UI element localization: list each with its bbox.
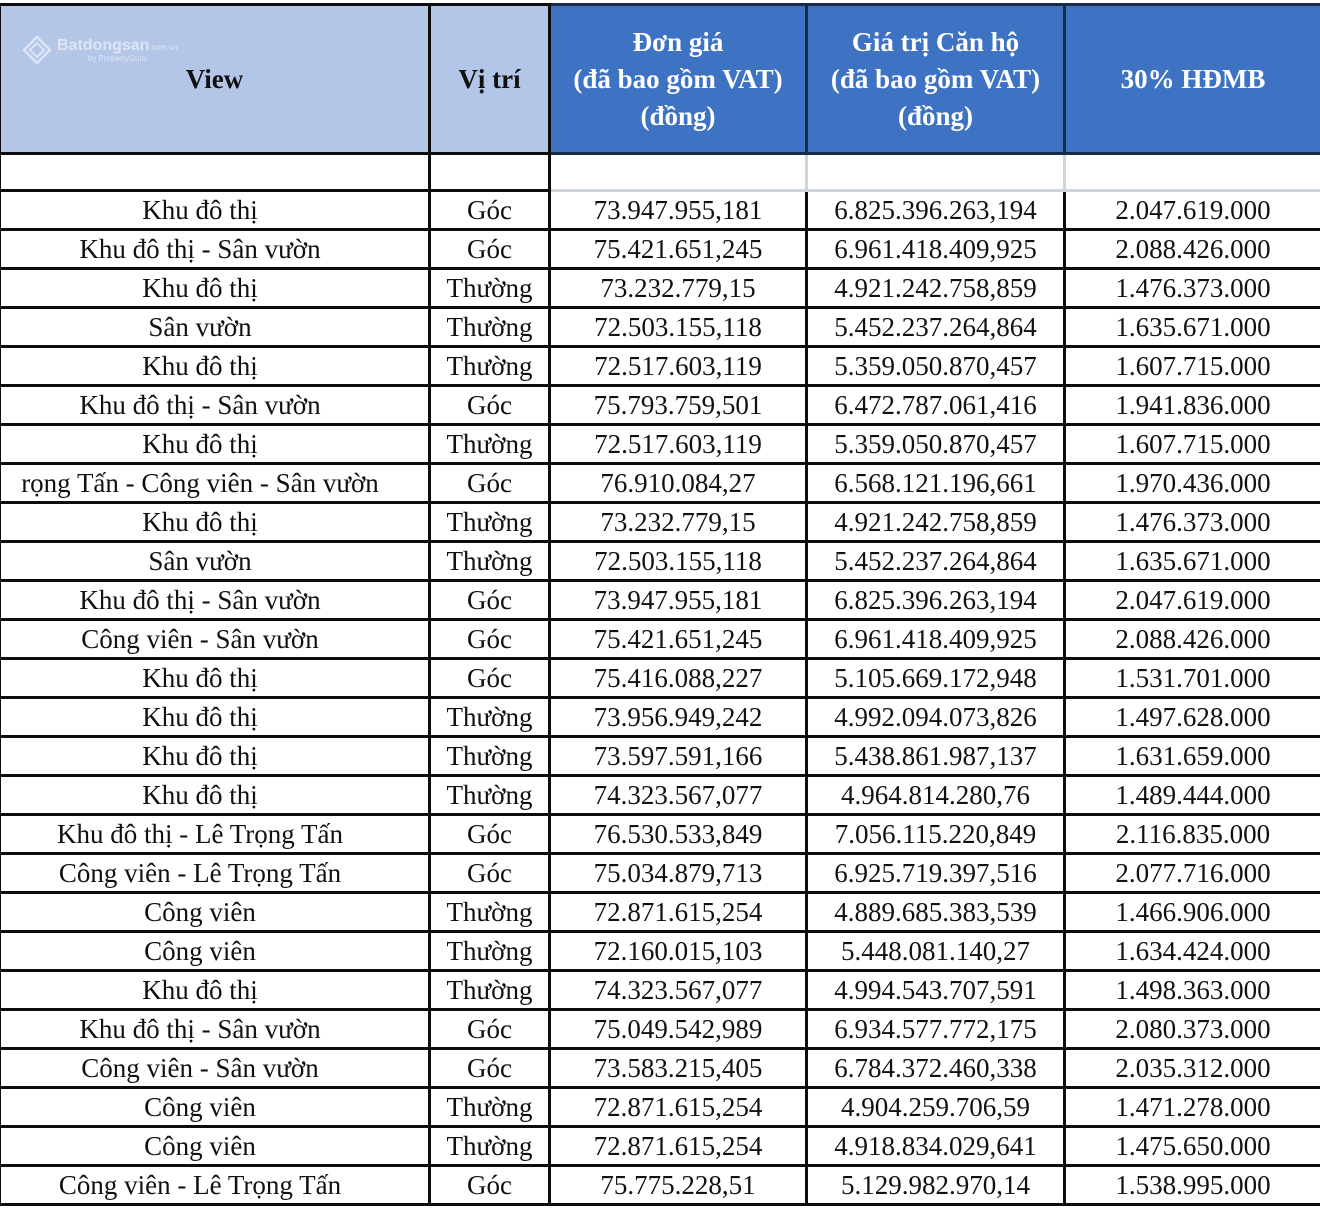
contract-30-cell: 2.047.619.000 xyxy=(1065,581,1320,620)
view-cell xyxy=(0,347,430,386)
view-text: Khu đô thị xyxy=(142,780,258,810)
contract-30-cell: 1.497.628.000 xyxy=(1065,698,1320,737)
unit-price-cell: 73.947.955,181 xyxy=(550,581,807,620)
apartment-value-cell: 7.056.115.220,849 xyxy=(807,815,1065,854)
apartment-value-cell: 4.992.094.073,826 xyxy=(807,698,1065,737)
table-row xyxy=(0,854,1320,893)
position-cell: Thường xyxy=(430,698,550,737)
position-cell: Góc xyxy=(430,815,550,854)
view-text: Công viên xyxy=(144,936,256,966)
table-row xyxy=(0,464,1320,503)
table-row xyxy=(0,1049,1320,1088)
unit-price-cell: 76.910.084,27 xyxy=(550,464,807,503)
view-text: Khu đô thị - Sân vườn xyxy=(79,234,321,264)
view-text: Khu đô thị - Sân vườn xyxy=(79,390,321,420)
contract-30-cell: 1.476.373.000 xyxy=(1065,503,1320,542)
table-row xyxy=(0,659,1320,698)
contract-30-cell: 1.635.671.000 xyxy=(1065,308,1320,347)
contract-30-cell: 1.635.671.000 xyxy=(1065,542,1320,581)
view-cell xyxy=(0,776,430,815)
apartment-value-cell: 5.129.982.970,14 xyxy=(807,1166,1065,1205)
header-apartment-value xyxy=(807,5,1065,154)
contract-30-cell: 2.047.619.000 xyxy=(1065,191,1320,230)
apartment-value-cell: 6.784.372.460,338 xyxy=(807,1049,1065,1088)
position-cell: Thường xyxy=(430,347,550,386)
view-cell xyxy=(0,1127,430,1166)
position-cell: Góc xyxy=(430,464,550,503)
position-cell: Thường xyxy=(430,737,550,776)
table-body xyxy=(0,191,1320,1205)
contract-30-cell: 2.035.312.000 xyxy=(1065,1049,1320,1088)
contract-30-cell: 1.498.363.000 xyxy=(1065,971,1320,1010)
view-text: Khu đô thị xyxy=(142,663,258,693)
header-view xyxy=(0,5,430,154)
apartment-value-cell: 6.925.719.397,516 xyxy=(807,854,1065,893)
watermark-sub: by PropertyGuru xyxy=(87,53,147,63)
view-text: Công viên - Sân vườn xyxy=(81,1053,319,1083)
position-cell: Góc xyxy=(430,1166,550,1205)
header-apartment-value-line-2: (đã bao gồm VAT) xyxy=(830,63,1041,94)
spacer-cell xyxy=(550,154,807,191)
position-cell: Góc xyxy=(430,191,550,230)
apartment-value-cell: 6.472.787.061,416 xyxy=(807,386,1065,425)
table-row xyxy=(0,542,1320,581)
table-row xyxy=(0,1166,1320,1205)
view-cell xyxy=(0,1010,430,1049)
view-cell xyxy=(0,815,430,854)
header-unit-price-line-1: Đơn giá xyxy=(632,26,724,57)
view-text: Khu đô thị xyxy=(142,702,258,732)
apartment-value-cell: 4.904.259.706,59 xyxy=(807,1088,1065,1127)
header-contract-30-label: 30% HĐMB xyxy=(1120,63,1266,94)
apartment-value-cell: 5.438.861.987,137 xyxy=(807,737,1065,776)
view-cell xyxy=(0,737,430,776)
view-text: Công viên - Lê Trọng Tấn xyxy=(58,1170,342,1200)
table-row xyxy=(0,737,1320,776)
view-cell xyxy=(0,698,430,737)
apartment-value-cell: 4.921.242.758,859 xyxy=(807,269,1065,308)
view-cell xyxy=(0,620,430,659)
unit-price-cell: 75.416.088,227 xyxy=(550,659,807,698)
view-cell xyxy=(0,659,430,698)
unit-price-cell: 73.956.949,242 xyxy=(550,698,807,737)
contract-30-cell: 1.970.436.000 xyxy=(1065,464,1320,503)
contract-30-cell: 1.466.906.000 xyxy=(1065,893,1320,932)
position-cell: Góc xyxy=(430,581,550,620)
table-row xyxy=(0,932,1320,971)
apartment-value-cell: 6.825.396.263,194 xyxy=(807,191,1065,230)
unit-price-cell: 73.947.955,181 xyxy=(550,191,807,230)
apartment-value-cell: 5.448.081.140,27 xyxy=(807,932,1065,971)
view-text: rọng Tấn - Công viên - Sân vườn xyxy=(21,468,379,498)
apartment-value-cell: 6.568.121.196,661 xyxy=(807,464,1065,503)
view-cell xyxy=(0,1166,430,1205)
price-sheet xyxy=(0,3,1320,1206)
apartment-value-cell: 6.961.418.409,925 xyxy=(807,230,1065,269)
view-cell xyxy=(0,503,430,542)
unit-price-cell: 72.517.603,119 xyxy=(550,425,807,464)
table-row xyxy=(0,191,1320,230)
view-cell xyxy=(0,542,430,581)
table-row xyxy=(0,893,1320,932)
position-cell: Thường xyxy=(430,425,550,464)
unit-price-cell: 72.160.015,103 xyxy=(550,932,807,971)
table-row xyxy=(0,269,1320,308)
contract-30-cell: 2.116.835.000 xyxy=(1065,815,1320,854)
header-view-label: View xyxy=(185,63,244,94)
contract-30-cell: 1.631.659.000 xyxy=(1065,737,1320,776)
unit-price-cell: 73.597.591,166 xyxy=(550,737,807,776)
view-text: Công viên - Lê Trọng Tấn xyxy=(58,858,342,888)
view-text: Khu đô thị xyxy=(142,195,258,225)
header-row xyxy=(0,5,1320,154)
view-cell xyxy=(0,1049,430,1088)
apartment-value-cell: 4.964.814.280,76 xyxy=(807,776,1065,815)
unit-price-cell: 72.871.615,254 xyxy=(550,1088,807,1127)
position-cell: Góc xyxy=(430,1049,550,1088)
unit-price-cell: 72.517.603,119 xyxy=(550,347,807,386)
position-cell: Thường xyxy=(430,893,550,932)
table-row xyxy=(0,698,1320,737)
table-row xyxy=(0,1010,1320,1049)
position-cell: Góc xyxy=(430,620,550,659)
price-table xyxy=(0,3,1320,1206)
unit-price-cell: 76.530.533,849 xyxy=(550,815,807,854)
unit-price-cell: 72.871.615,254 xyxy=(550,893,807,932)
position-cell: Thường xyxy=(430,542,550,581)
unit-price-cell: 75.034.879,713 xyxy=(550,854,807,893)
apartment-value-cell: 5.359.050.870,457 xyxy=(807,347,1065,386)
unit-price-cell: 74.323.567,077 xyxy=(550,971,807,1010)
header-position xyxy=(430,5,550,154)
contract-30-cell: 1.538.995.000 xyxy=(1065,1166,1320,1205)
view-cell xyxy=(0,1088,430,1127)
apartment-value-cell: 5.452.237.264,864 xyxy=(807,308,1065,347)
table-row xyxy=(0,815,1320,854)
contract-30-cell: 1.607.715.000 xyxy=(1065,425,1320,464)
watermark-brand: Batdongsan xyxy=(57,36,150,54)
view-text: Khu đô thị xyxy=(142,273,258,303)
spacer-cell xyxy=(1065,154,1320,191)
view-text: Sân vườn xyxy=(148,546,252,576)
view-text: Khu đô thị xyxy=(142,429,258,459)
view-text: Khu đô thị xyxy=(142,741,258,771)
contract-30-cell: 1.476.373.000 xyxy=(1065,269,1320,308)
header-unit-price xyxy=(550,5,807,154)
header-position-label: Vị trí xyxy=(458,63,521,94)
position-cell: Góc xyxy=(430,854,550,893)
view-text: Khu đô thị - Sân vườn xyxy=(79,585,321,615)
batdongsan-watermark xyxy=(21,34,177,66)
view-cell xyxy=(0,269,430,308)
view-text: Sân vườn xyxy=(148,312,252,342)
view-cell xyxy=(0,464,430,503)
unit-price-cell: 75.421.651,245 xyxy=(550,230,807,269)
unit-price-cell: 74.323.567,077 xyxy=(550,776,807,815)
unit-price-cell: 72.871.615,254 xyxy=(550,1127,807,1166)
apartment-value-cell: 6.934.577.772,175 xyxy=(807,1010,1065,1049)
view-cell xyxy=(0,581,430,620)
apartment-value-cell: 5.452.237.264,864 xyxy=(807,542,1065,581)
contract-30-cell: 1.489.444.000 xyxy=(1065,776,1320,815)
spacer-row xyxy=(0,154,1320,191)
position-cell: Góc xyxy=(430,230,550,269)
contract-30-cell: 2.088.426.000 xyxy=(1065,620,1320,659)
contract-30-cell: 2.080.373.000 xyxy=(1065,1010,1320,1049)
header-contract-30 xyxy=(1065,5,1320,154)
view-text: Khu đô thị xyxy=(142,507,258,537)
position-cell: Thường xyxy=(430,308,550,347)
view-cell xyxy=(0,893,430,932)
view-text: Công viên xyxy=(144,1092,256,1122)
apartment-value-cell: 4.918.834.029,641 xyxy=(807,1127,1065,1166)
apartment-value-cell: 4.889.685.383,539 xyxy=(807,893,1065,932)
view-text: Khu đô thị xyxy=(142,351,258,381)
view-text: Công viên xyxy=(144,897,256,927)
header-apartment-value-line-1: Giá trị Căn hộ xyxy=(851,26,1020,57)
view-cell xyxy=(0,308,430,347)
table-row xyxy=(0,230,1320,269)
header-apartment-value-line-3: (đồng) xyxy=(897,100,973,131)
view-cell xyxy=(0,386,430,425)
spacer-cell xyxy=(0,154,430,191)
table-row xyxy=(0,386,1320,425)
view-cell xyxy=(0,971,430,1010)
view-text: Công viên - Sân vườn xyxy=(81,624,319,654)
position-cell: Thường xyxy=(430,971,550,1010)
unit-price-cell: 75.049.542,989 xyxy=(550,1010,807,1049)
spacer-cell xyxy=(430,154,550,191)
apartment-value-cell: 4.994.543.707,591 xyxy=(807,971,1065,1010)
contract-30-cell: 1.475.650.000 xyxy=(1065,1127,1320,1166)
table-row xyxy=(0,308,1320,347)
unit-price-cell: 73.583.215,405 xyxy=(550,1049,807,1088)
apartment-value-cell: 6.961.418.409,925 xyxy=(807,620,1065,659)
contract-30-cell: 2.077.716.000 xyxy=(1065,854,1320,893)
unit-price-cell: 75.793.759,501 xyxy=(550,386,807,425)
apartment-value-cell: 4.921.242.758,859 xyxy=(807,503,1065,542)
table-row xyxy=(0,620,1320,659)
view-cell xyxy=(0,854,430,893)
view-cell xyxy=(0,191,430,230)
table-row xyxy=(0,1127,1320,1166)
apartment-value-cell: 5.359.050.870,457 xyxy=(807,425,1065,464)
unit-price-cell: 73.232.779,15 xyxy=(550,269,807,308)
contract-30-cell: 2.088.426.000 xyxy=(1065,230,1320,269)
header-unit-price-line-3: (đồng) xyxy=(640,100,716,131)
contract-30-cell: 1.471.278.000 xyxy=(1065,1088,1320,1127)
spacer-cell xyxy=(807,154,1065,191)
view-text: Khu đô thị - Sân vườn xyxy=(79,1014,321,1044)
unit-price-cell: 73.232.779,15 xyxy=(550,503,807,542)
table-row xyxy=(0,1088,1320,1127)
view-text: Khu đô thị xyxy=(142,975,258,1005)
unit-price-cell: 75.775.228,51 xyxy=(550,1166,807,1205)
contract-30-cell: 1.531.701.000 xyxy=(1065,659,1320,698)
watermark-domain: .com.vn xyxy=(149,42,178,52)
position-cell: Thường xyxy=(430,776,550,815)
position-cell: Góc xyxy=(430,386,550,425)
view-cell xyxy=(0,425,430,464)
batdongsan-logo-icon xyxy=(21,34,53,66)
unit-price-cell: 72.503.155,118 xyxy=(550,542,807,581)
position-cell: Thường xyxy=(430,269,550,308)
position-cell: Thường xyxy=(430,1088,550,1127)
table-row xyxy=(0,503,1320,542)
table-row xyxy=(0,425,1320,464)
table-row xyxy=(0,971,1320,1010)
position-cell: Góc xyxy=(430,1010,550,1049)
view-text: Công viên xyxy=(144,1131,256,1161)
table-row xyxy=(0,776,1320,815)
apartment-value-cell: 6.825.396.263,194 xyxy=(807,581,1065,620)
view-cell xyxy=(0,230,430,269)
position-cell: Thường xyxy=(430,1127,550,1166)
header-unit-price-line-2: (đã bao gồm VAT) xyxy=(573,63,783,94)
unit-price-cell: 75.421.651,245 xyxy=(550,620,807,659)
view-text: Khu đô thị - Lê Trọng Tấn xyxy=(56,819,343,849)
position-cell: Góc xyxy=(430,659,550,698)
view-cell xyxy=(0,932,430,971)
contract-30-cell: 1.941.836.000 xyxy=(1065,386,1320,425)
position-cell: Thường xyxy=(430,932,550,971)
unit-price-cell: 72.503.155,118 xyxy=(550,308,807,347)
table-row xyxy=(0,581,1320,620)
table-row xyxy=(0,347,1320,386)
contract-30-cell: 1.634.424.000 xyxy=(1065,932,1320,971)
position-cell: Thường xyxy=(430,503,550,542)
contract-30-cell: 1.607.715.000 xyxy=(1065,347,1320,386)
apartment-value-cell: 5.105.669.172,948 xyxy=(807,659,1065,698)
